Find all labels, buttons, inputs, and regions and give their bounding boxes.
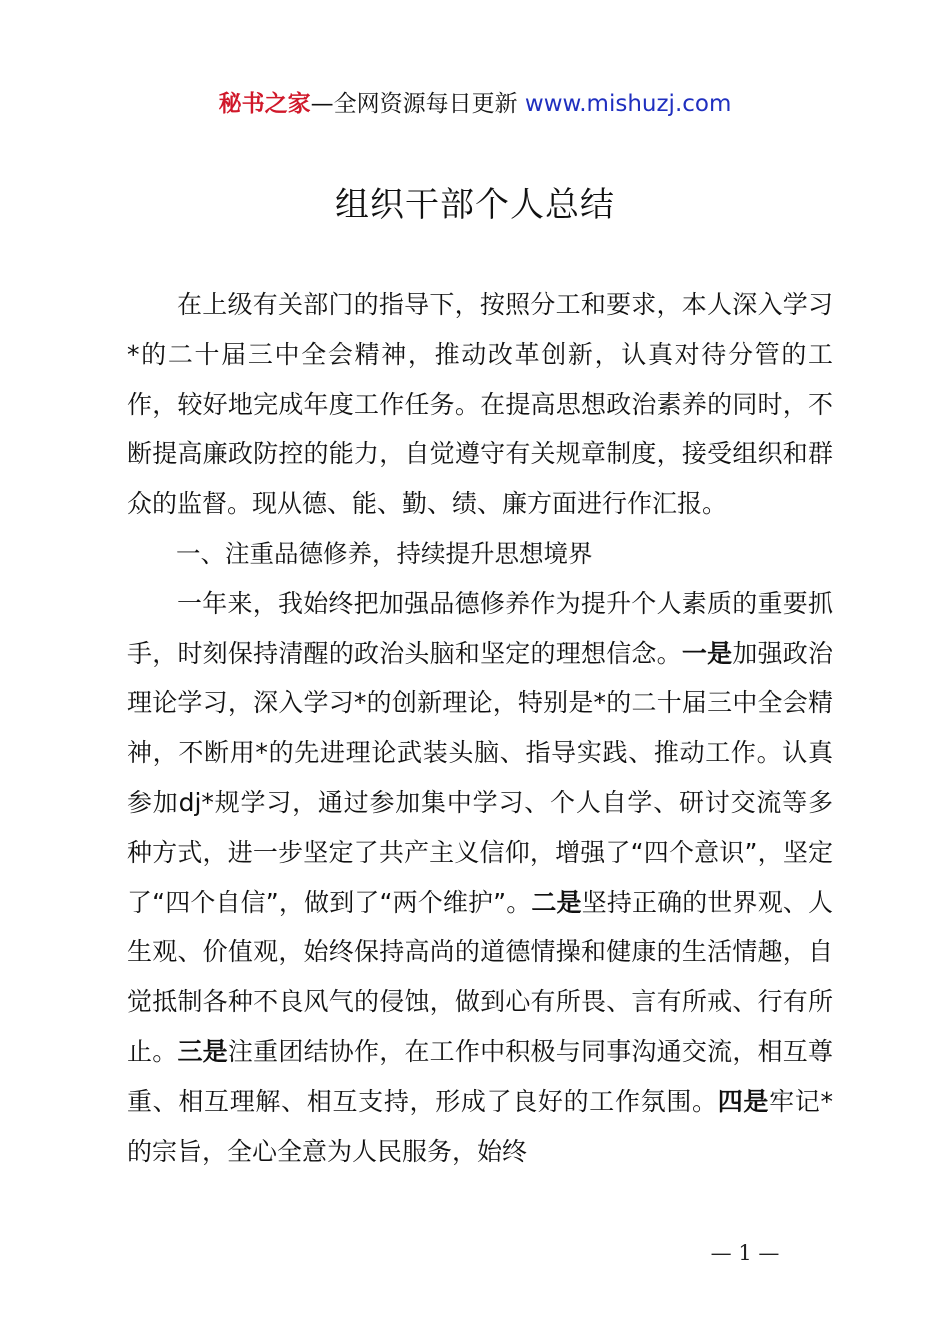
bold-marker: 一是 [681, 638, 733, 668]
document-body [127, 280, 833, 1176]
paragraph-text: 注重团结协作，在工作中积极与同事沟通交流，相互尊重、相互理解、相互支持，形成了良好的工作氛围。 [127, 1036, 833, 1116]
bold-marker: 二是 [531, 887, 582, 917]
brand-name: 秘书之家 [218, 91, 311, 117]
bold-marker: 四是 [717, 1086, 770, 1116]
paragraph-text: 一、注重品德修养，持续提升思想境界 [176, 538, 593, 568]
paragraph-text: 在上级有关部门的指导下，按照分工和要求，本人深入学习*的二十届三中全会精神，推动改革创新，认真对待分管的工作，较好地完成年度工作任务。在提高思想政治素养的同时，不断提高廉政防控的能力，自觉遵守有关规章制度，接受组织和群众的监督。现从德、能、勤、绩、廉方面进行作汇报。 [127, 290, 833, 519]
body-paragraph [127, 280, 833, 529]
paragraph-text: 加强政治理论学习，深入学习*的创新理论，特别是*的二十届三中全会精神，不断用*的先进理论武装头脑、指导实践、推动工作。认真参加dj*规学习，通过参加集中学习、个人自学、研讨交流等多种方式，进一步坚定了共产主义信仰，增强了“四个意识”，坚定了“四个自信”，做到了“两个维护”。 [127, 638, 833, 917]
body-paragraph [127, 579, 833, 1177]
paragraph-text: 一年来，我始终把加强品德修养作为提升个人素质的重要抓手，时刻保持清醒的政治头脑和坚定的理想信念。 [127, 588, 833, 668]
section-heading [127, 529, 833, 579]
bold-marker: 三是 [177, 1036, 228, 1066]
banner-slogan: —全网资源每日更新 [310, 91, 518, 117]
page-number: — 1 — [710, 1241, 780, 1265]
site-url-link[interactable]: www.mishuzj.com [524, 91, 732, 117]
paragraph-text: 坚持正确的世界观、人生观、价值观，始终保持高尚的道德情操和健康的生活情趣，自觉抵制各种不良风气的侵蚀，做到心有所畏、言有所戒、行有所止。 [127, 887, 833, 1066]
document-title: 组织干部个人总结 [335, 185, 615, 225]
paragraph-text: 牢记*的宗旨，全心全意为人民服务，始终 [127, 1086, 833, 1166]
site-banner [0, 86, 950, 122]
